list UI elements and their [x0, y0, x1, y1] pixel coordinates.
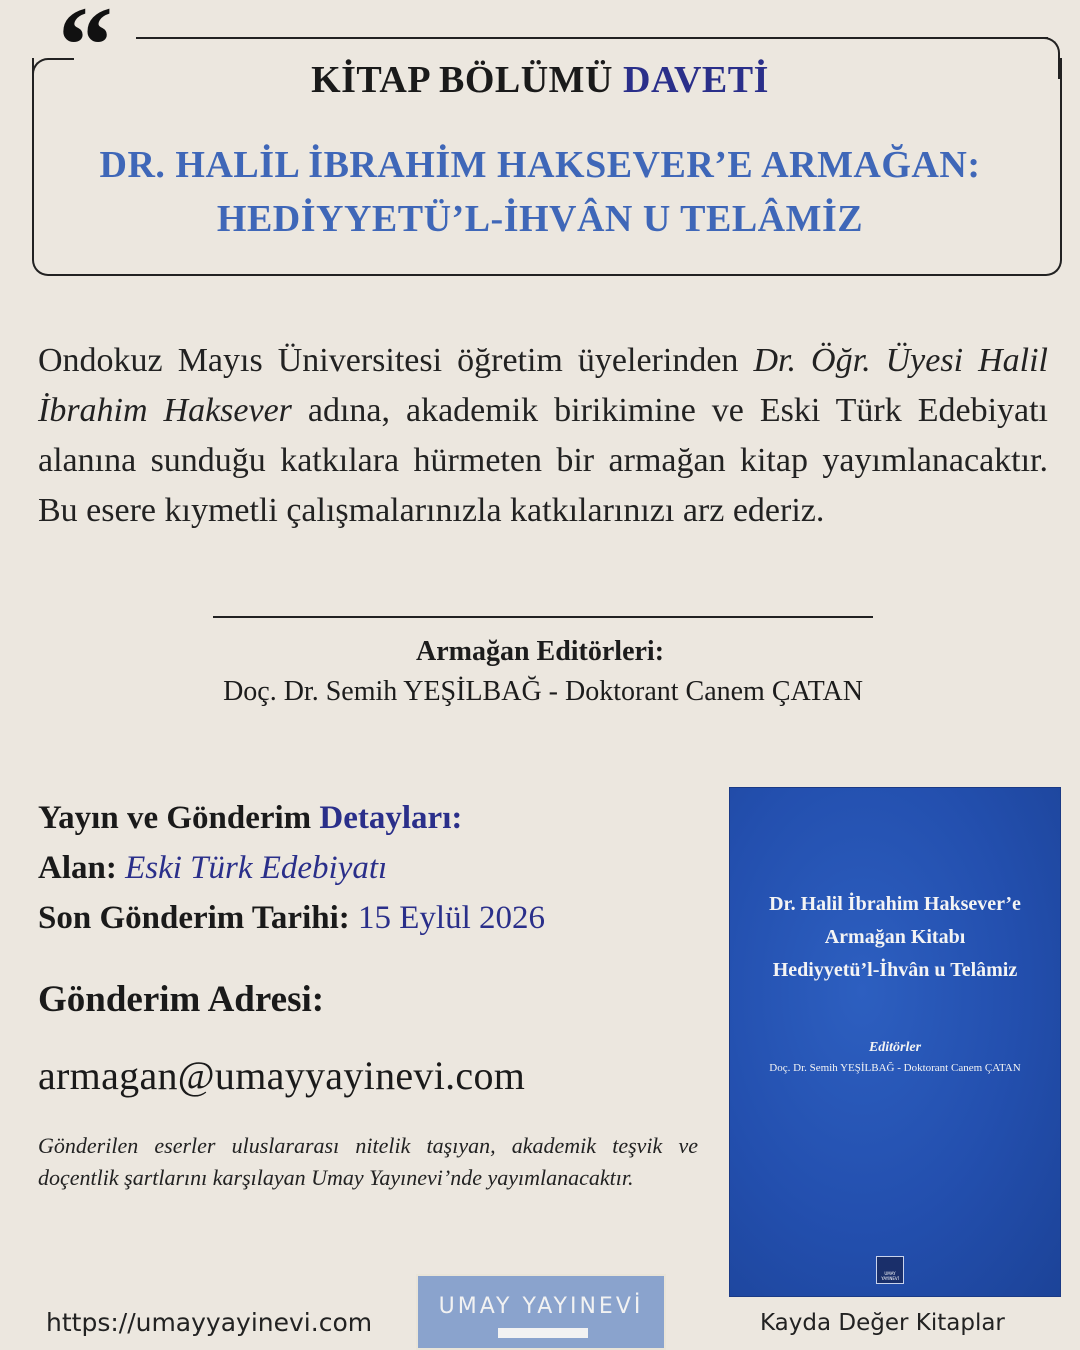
- deadline-line: [38, 900, 545, 937]
- details-heading-part-1: Yayın ve Gönderim: [38, 800, 312, 836]
- header-top-rule: [136, 37, 1048, 39]
- quote-mark-icon: “: [58, 0, 113, 106]
- page-title: [40, 58, 1040, 102]
- section-divider: [213, 616, 873, 618]
- book-cover-logo-icon: [876, 1256, 904, 1284]
- book-cover-editors-label: Editörler: [868, 1040, 922, 1055]
- website-link[interactable]: https://umayyayinevi.com: [46, 1308, 373, 1337]
- publisher-logo[interactable]: [416, 1274, 666, 1350]
- book-cover-editors-names: Doç. Dr. Semih YEŞİLBAĞ - Doktorant Canem ÇATAN: [769, 1062, 1021, 1074]
- field-value: Eski Türk Edebiyatı: [125, 850, 388, 886]
- subtitle-line-1: DR. HALİL İBRAHİM HAKSEVER’E ARMAĞAN:: [99, 144, 981, 186]
- book-title-line-1: Dr. Halil İbrahim Haksever’e: [769, 893, 1021, 915]
- details-heading: [38, 800, 462, 837]
- deadline-label: Son Gönderim Tarihi:: [38, 900, 350, 936]
- field-line: [38, 850, 387, 887]
- book-cover-logo-text: UMAY YAYINEVİ: [881, 1271, 899, 1281]
- deadline-value: 15 Eylül 2026: [358, 900, 545, 936]
- intro-text-after: adına, akademik birikimine ve Eski Türk Edebiyatı alanına sunduğu katkılara hürmeten bir armağan kitap yayımlanacaktır. Bu esere kıymetli çalışmalarınızla katkılarınızı arz ederiz.: [38, 392, 1048, 529]
- field-label: Alan:: [38, 850, 117, 886]
- title-part-2: DAVETİ: [623, 59, 769, 101]
- publisher-logo-text: UMAY YAYINEVİ: [438, 1294, 644, 1319]
- book-title-line-3: Hediyyetü’l-İhvân u Telâmiz: [772, 959, 1018, 981]
- email-link[interactable]: armagan@umayyayinevi.com: [38, 1053, 526, 1098]
- editors-names: Doç. Dr. Semih YEŞİLBAĞ - Doktorant Canem ÇATAN: [223, 676, 863, 707]
- publication-note: Gönderilen eserler uluslararası nitelik taşıyan, akademik teşvik ve doçentlik şartlarını karşılayan Umay Yayınevi’nde yayımlanacaktır.: [38, 1133, 698, 1190]
- intro-text-before: Ondokuz Mayıs Üniversitesi öğretim üyelerinden: [38, 342, 754, 379]
- address-heading: Gönderim Adresi:: [38, 979, 325, 1020]
- book-cover-image: [730, 788, 1060, 1296]
- publisher-logo-bar: [498, 1328, 588, 1338]
- book-title-line-2: Armağan Kitabı: [824, 926, 966, 948]
- intro-honoree-name: Dr. Öğr. Üyesi Halil İbrahim Haksever: [38, 342, 1048, 429]
- intro-paragraph: [38, 336, 1048, 536]
- details-heading-part-2: Detayları:: [319, 800, 463, 836]
- page-subtitle: [40, 138, 1040, 246]
- book-cover-title: [740, 888, 1050, 987]
- title-part-1: KİTAP BÖLÜMÜ: [311, 59, 613, 101]
- publisher-tagline: Kayda Değer Kitaplar: [760, 1310, 1005, 1336]
- editors-heading: Armağan Editörleri:: [415, 636, 665, 667]
- subtitle-line-2: HEDİYYETÜ’L-İHVÂN U TELÂMİZ: [216, 198, 864, 240]
